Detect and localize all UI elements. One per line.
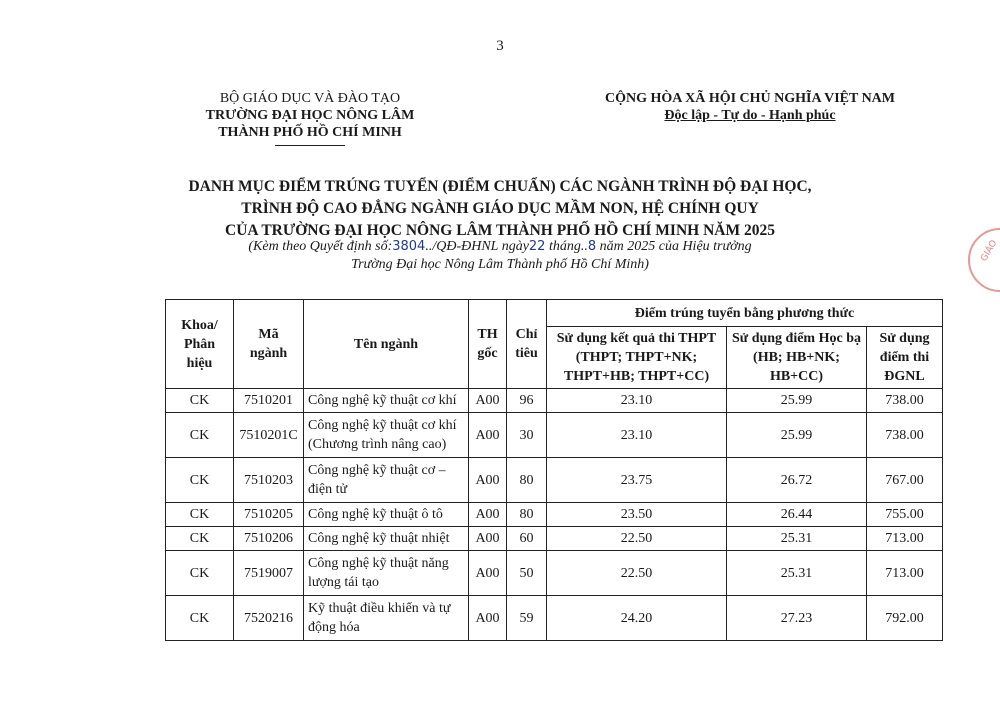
ministry-header	[180, 90, 440, 146]
university-city: THÀNH PHỐ HỒ CHÍ MINH	[218, 125, 402, 140]
cell-ma-nganh: 7520216	[234, 596, 304, 641]
col-header-method-group: Điểm trúng tuyển bằng phương thức	[547, 300, 943, 327]
cell-score-hoc-ba: 25.99	[727, 389, 867, 413]
cell-score-hoc-ba: 25.99	[727, 413, 867, 458]
table-row	[166, 389, 943, 413]
national-motto: Độc lập - Tự do - Hạnh phúc	[664, 108, 836, 123]
title-line-2: TRÌNH ĐỘ CAO ĐẲNG NGÀNH GIÁO DỤC MẦM NON, HỆ CHÍNH QUY	[241, 200, 759, 217]
cell-th-goc: A00	[469, 458, 507, 503]
cell-ma-nganh: 7510205	[234, 503, 304, 527]
subtitle-text-1: (Kèm theo Quyết định số:	[248, 239, 393, 254]
col-header-th-goc: TH gốc	[469, 300, 507, 389]
cell-ten-nganh: Công nghệ kỹ thuật năng lượng tái tạo	[304, 551, 469, 596]
col-header-hoc-ba: Sử dụng điểm Học bạ (HB; HB+NK; HB+CC)	[727, 327, 867, 389]
cell-score-thpt: 23.75	[547, 458, 727, 503]
col-header-chi-tieu: Chỉ tiêu	[507, 300, 547, 389]
cell-ma-nganh: 7510206	[234, 527, 304, 551]
cell-ten-nganh: Kỹ thuật điều khiển và tự động hóa	[304, 596, 469, 641]
cell-score-hoc-ba: 27.23	[727, 596, 867, 641]
cell-chi-tieu: 59	[507, 596, 547, 641]
cell-score-dgnl: 713.00	[867, 551, 943, 596]
cell-score-hoc-ba: 26.44	[727, 503, 867, 527]
subtitle-line-1	[150, 238, 850, 256]
cell-score-thpt: 23.50	[547, 503, 727, 527]
subtitle-text-4: năm 2025 của Hiệu trưởng	[596, 239, 752, 254]
cell-chi-tieu: 50	[507, 551, 547, 596]
cell-khoa: CK	[166, 527, 234, 551]
cell-chi-tieu: 80	[507, 458, 547, 503]
national-header	[600, 90, 900, 124]
subtitle-line-2: Trường Đại học Nông Lâm Thành phố Hồ Chí Minh)	[351, 257, 649, 272]
admission-scores-table	[165, 299, 943, 641]
cell-ma-nganh: 7510201C	[234, 413, 304, 458]
table-row	[166, 413, 943, 458]
cell-score-dgnl: 792.00	[867, 596, 943, 641]
cell-ma-nganh: 7510201	[234, 389, 304, 413]
cell-ten-nganh: Công nghệ kỹ thuật cơ khí	[304, 389, 469, 413]
cell-khoa: CK	[166, 389, 234, 413]
cell-ma-nganh: 7510203	[234, 458, 304, 503]
cell-score-dgnl: 755.00	[867, 503, 943, 527]
cell-score-thpt: 22.50	[547, 551, 727, 596]
cell-khoa: CK	[166, 551, 234, 596]
cell-th-goc: A00	[469, 413, 507, 458]
table-row	[166, 551, 943, 596]
document-subtitle	[150, 238, 850, 274]
subtitle-text-3: tháng..	[545, 239, 588, 254]
cell-score-thpt: 23.10	[547, 413, 727, 458]
table-row	[166, 458, 943, 503]
cell-khoa: CK	[166, 503, 234, 527]
cell-khoa: CK	[166, 596, 234, 641]
seal-text: GIÁO	[979, 238, 1000, 264]
title-line-1: DANH MỤC ĐIỂM TRÚNG TUYỂN (ĐIỂM CHUẨN) CÁC NGÀNH TRÌNH ĐỘ ĐẠI HỌC,	[188, 178, 812, 195]
cell-th-goc: A00	[469, 389, 507, 413]
cell-score-dgnl: 738.00	[867, 389, 943, 413]
decision-number: 3804	[392, 239, 426, 254]
cell-ten-nganh: Công nghệ kỹ thuật cơ – điện tử	[304, 458, 469, 503]
col-header-khoa: Khoa/ Phân hiệu	[166, 300, 234, 389]
document-title	[100, 176, 900, 242]
cell-score-dgnl: 738.00	[867, 413, 943, 458]
cell-score-thpt: 23.10	[547, 389, 727, 413]
cell-ma-nganh: 7519007	[234, 551, 304, 596]
col-header-ten-nganh: Tên ngành	[304, 300, 469, 389]
title-line-3: CỦA TRƯỜNG ĐẠI HỌC NÔNG LÂM THÀNH PHỐ HỒ CHÍ MINH NĂM 2025	[225, 222, 775, 239]
ministry-name: BỘ GIÁO DỤC VÀ ĐÀO TẠO	[219, 91, 401, 106]
cell-score-thpt: 22.50	[547, 527, 727, 551]
cell-chi-tieu: 30	[507, 413, 547, 458]
cell-th-goc: A00	[469, 596, 507, 641]
col-header-dgnl: Sử dụng điểm thi ĐGNL	[867, 327, 943, 389]
country-name: CỘNG HÒA XÃ HỘI CHỦ NGHĨA VIỆT NAM	[604, 91, 895, 106]
cell-ten-nganh: Công nghệ kỹ thuật cơ khí (Chương trình nâng cao)	[304, 413, 469, 458]
col-header-thpt: Sử dụng kết quả thi THPT (THPT; THPT+NK; THPT+HB; THPT+CC)	[547, 327, 727, 389]
header-divider	[275, 145, 345, 146]
university-name: TRƯỜNG ĐẠI HỌC NÔNG LÂM	[205, 108, 415, 123]
cell-ten-nganh: Công nghệ kỹ thuật ô tô	[304, 503, 469, 527]
cell-th-goc: A00	[469, 503, 507, 527]
decision-day: 22	[528, 239, 546, 254]
cell-ten-nganh: Công nghệ kỹ thuật nhiệt	[304, 527, 469, 551]
cell-chi-tieu: 60	[507, 527, 547, 551]
cell-score-hoc-ba: 25.31	[727, 551, 867, 596]
cell-score-dgnl: 767.00	[867, 458, 943, 503]
cell-score-hoc-ba: 26.72	[727, 458, 867, 503]
table-row	[166, 503, 943, 527]
table-body	[166, 389, 943, 641]
cell-chi-tieu: 80	[507, 503, 547, 527]
cell-khoa: CK	[166, 413, 234, 458]
cell-chi-tieu: 96	[507, 389, 547, 413]
subtitle-text-2: ../QĐ-ĐHNL ngày	[425, 239, 529, 254]
table-row	[166, 527, 943, 551]
page-number: 3	[496, 38, 504, 54]
col-header-ma-nganh: Mã ngành	[234, 300, 304, 389]
cell-score-hoc-ba: 25.31	[727, 527, 867, 551]
cell-th-goc: A00	[469, 551, 507, 596]
cell-score-thpt: 24.20	[547, 596, 727, 641]
decision-month: 8	[587, 239, 597, 254]
cell-khoa: CK	[166, 458, 234, 503]
cell-score-dgnl: 713.00	[867, 527, 943, 551]
table-row	[166, 596, 943, 641]
cell-th-goc: A00	[469, 527, 507, 551]
